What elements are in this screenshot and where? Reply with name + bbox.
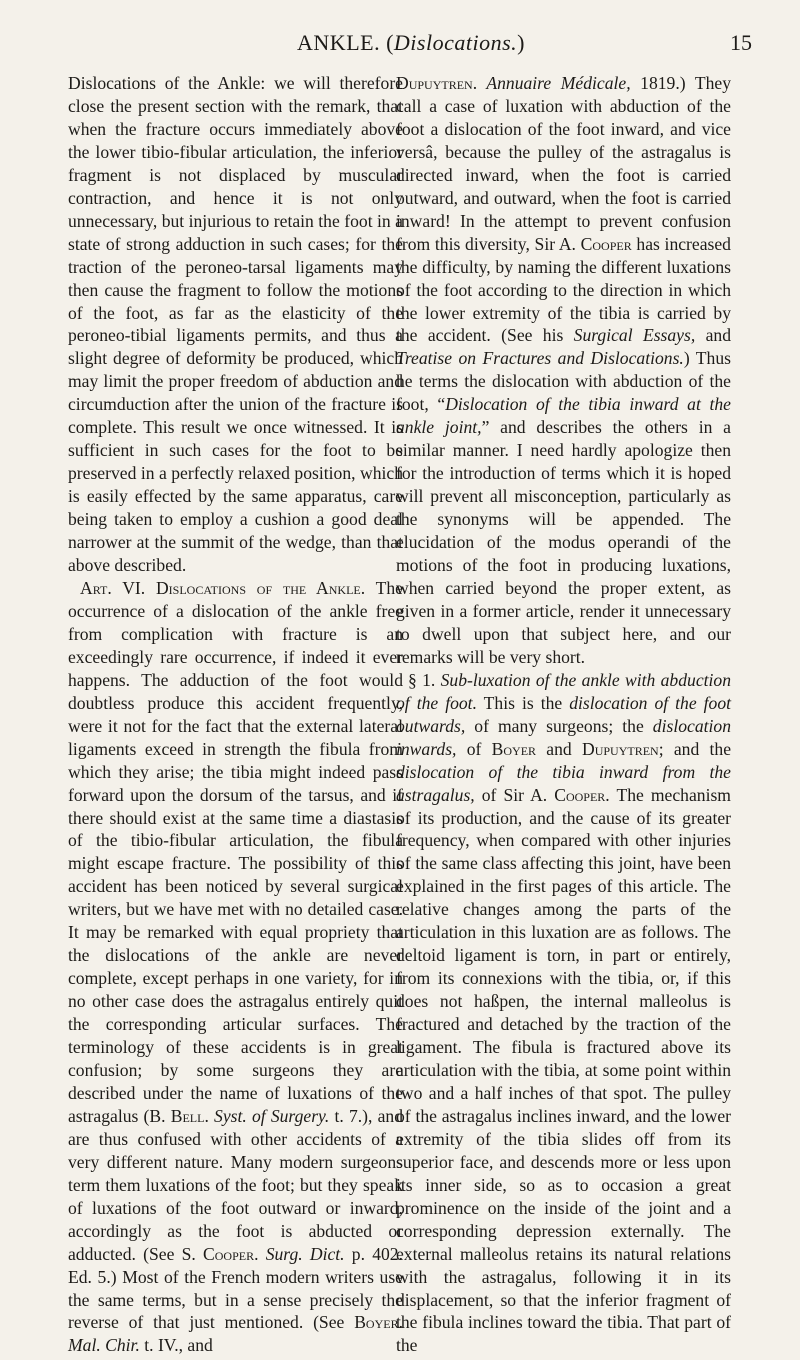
paragraph: Dislocations of the Ankle: we will therefore close the present section with the remark, that when the fracture occurs immediately above the lower tibio-fibular articulation, the inferior fragment is not displaced by muscular contraction, and hence it is not only unnecessary, but injurious to retain the foot in a state of strong adduction in such cases; for the traction of the peroneo-tarsal ligaments may then cause the fragment to follow the motions of the foot, as far as the elasticity of the peroneo-tibial ligaments permits, and thus a slight degree of deformity be produced, which may limit the proper freedom of abduction and circumduction after the union of the fracture is complete. This result we once witnessed. It is sufficient in such cases for the foot to be preserved in a perfectly relaxed position, which is easily effected by the same apparatus, care being taken to employ a cushion a good deal narrower at the summit of the wedge, than that above described. [68,73,403,576]
page-number: 15 [730,30,752,55]
citation-title: Surgical Essays, [573,325,696,346]
paragraph [68,577,403,1357]
citation-title: Syst. of Surgery. [208,1105,330,1126]
text-run: The mechanism of its production, and the cause of its greater frequency, when compared with other injuries of the same class affecting this joint, have been explained in the first pages of this article. The relative changes among the parts of the articulation in this luxation are as follows. The deltoid ligament is torn, in part or entirely, from its connexions with the tibia, or, if this does not haßpen, the internal malleolus is fractured and detached by the traction of the ligament. The fibula is fractured above its articulation with the tibia, at some point within two and a half inches of that spot. The pulley of the astragalus inclines inward, and the lower extremity of the tibia slides off from its superior face, and descends more or less upon its inner side, so as to occasion a great prominence on the inside of the joint and a corresponding depression externally. The external malleolus retains its natural relations with the astragalus, following it in its displacement, so that the inferior fragment of the fibula inclines toward the tibia. That part of the [396,784,731,1356]
author-name: Dupuytren. [396,73,478,93]
term: Dislocation of the tibia inward at the ankle joint, [396,394,731,438]
title-close: ) [517,30,525,55]
text-run: of [456,738,492,759]
section-title: Sub-luxation of the ankle with abduction of the foot. [396,669,731,713]
text-run: t. 7.), and are thus confused with other accidents of a very different nature. Many modern surgeons term them luxations of the foot; but they speak of luxations of the foot outward or inward, accordingly as the foot is abducted or adducted. (See S. [68,1105,403,1264]
running-header [70,30,752,60]
text-run: of Sir A. [474,784,555,805]
article-heading: Art. VI. Dislocations of the Ankle. [80,577,366,598]
left-column [68,72,403,1357]
citation-title: Treatise on Fractures and Dislocations. [396,348,684,369]
author-name: Boyer [491,738,537,759]
citation-title: Annuaire Médicale, [477,73,631,93]
text-run: This is the [476,692,570,713]
citation-title: Mal. Chir. [68,1335,140,1356]
term: dislocation of the foot outwards, [396,692,732,736]
citation-title: Surg. Dict. [258,1243,345,1264]
author-name: Cooper. [203,1243,259,1264]
running-title [70,30,752,56]
text-run: t. IV., and [139,1335,213,1356]
title-main: ANKLE. ( [297,30,394,55]
text-run: of many surgeons; the [465,715,653,736]
title-italic: Dislocations. [393,30,518,55]
right-column [396,72,731,1357]
text-run: 1819.) They call a case of luxation with abduction of the foot a dislocation of the foot inward, and vice versâ, because the pulley of the astragalus is directed inward, when the foot is carried outward, and outward, when the foot is carried inward! In the attempt to prevent confusion from this diversity, Sir A. [396,73,731,254]
paragraph [396,72,731,669]
text-run: and [536,738,582,759]
text-run: ; and the [658,738,732,759]
term: dislocation inwards, [396,715,731,759]
text-run: has increased the difficulty, by naming the different luxations of the foot according to the direction in which the lower extremity of the tibia is carried by the accident. (See his [396,233,731,346]
author-name: Dupuytren [581,738,659,759]
paragraph [396,669,731,1358]
section-mark: § 1. [408,669,441,690]
term: dislocation of the tibia inward from the astragalus, [396,761,731,805]
text-run: ) Thus he terms the dislocation with abduction of the foot, “ [396,348,731,415]
text-run: ” and describes the others in a similar manner. I need hardly apologize then for the introduction of terms which it is hoped will prevent all misconception, particularly as the synonyms will be appended. The elucidation of the modus operandi of the motions of the foot in producing luxations, when carried beyond the proper extent, as given in a former article, render it unnecessary to dwell upon that subject here, and our remarks will be very short. [396,417,731,667]
author-name: Cooper. [554,784,610,805]
author-name: Bell. [170,1105,209,1126]
text-run: The occurrence of a dislocation of the ankle free from complication with fracture is an exceedingly rare occurrence, if indeed it ever happens. The adduction of the foot would doubtless produce this accident frequently, were it not for the fact that the external lateral ligaments exceed in strength the fibula from which they arise; the tibia might indeed pass forward upon the dorsum of the tarsus, and if there should exist at the same time a diastasis of the tibio-fibular articulation, the fibula might escape fracture. The possibility of this accident has been noticed by several surgical writers, but we have met with no detailed case. It may be remarked with equal propriety that the dislocations of the ankle are never complete, except perhaps in one variety, for in no other case does the astragalus entirely quit the corresponding articular surfaces. The terminology of these accidents is in great confusion; by some surgeons they are described under the name of luxations of the astragalus (B. [68,577,403,1126]
author-name: Boyer. [354,1312,403,1333]
text-run: and [695,325,731,346]
author-name: Cooper [580,233,632,254]
text-run: p. 402. Ed. 5.) Most of the French modern writers use the same terms, but in a sense precisely the reverse of that just mentioned. (See [68,1243,404,1333]
